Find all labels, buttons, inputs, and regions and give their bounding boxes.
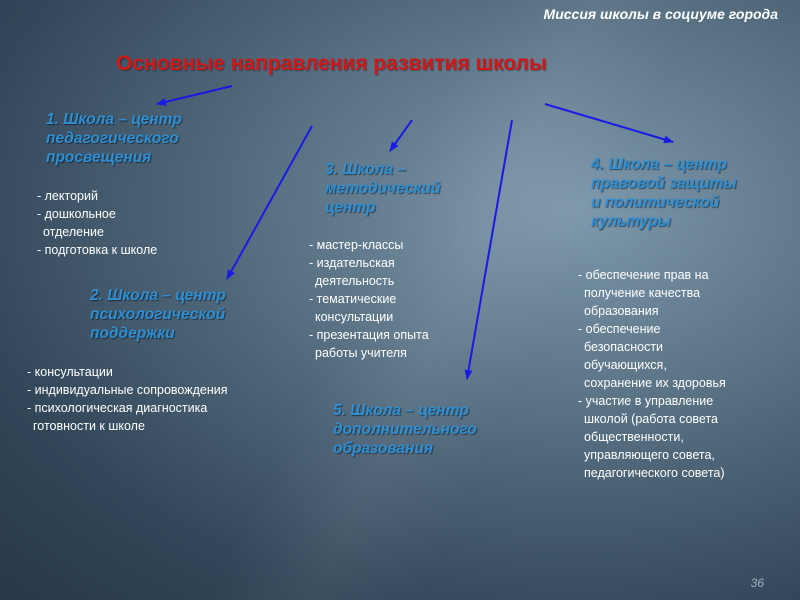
list-item: - лекторий — [37, 189, 98, 203]
list-item: образования — [584, 304, 659, 318]
list-item: деятельность — [315, 274, 395, 288]
direction-1-title-line: 1. Школа – центр — [46, 111, 182, 128]
direction-5-title-line: образования — [333, 440, 434, 457]
direction-4-list — [578, 266, 726, 482]
arrow-to-direction-2 — [227, 126, 312, 279]
direction-2-title-line: психологической — [90, 306, 226, 323]
list-item: - издательская — [309, 256, 395, 270]
direction-3-title-line: 3. Школа – — [325, 161, 406, 178]
direction-4-title-line: и политической — [591, 194, 720, 211]
list-item: - тематические — [309, 292, 397, 306]
direction-3-title — [325, 160, 440, 217]
list-item: школой (работа совета — [584, 412, 718, 426]
direction-2-title — [90, 286, 226, 343]
direction-5-title — [333, 401, 477, 458]
direction-3-title-line: методический — [325, 180, 441, 197]
list-item: отделение — [43, 225, 104, 239]
list-item: сохранение их здоровья — [584, 376, 726, 390]
arrow-to-direction-1 — [157, 86, 232, 104]
list-item: безопасности — [584, 340, 664, 354]
direction-3-title-line: центр — [325, 199, 376, 216]
page-number: 36 — [750, 576, 764, 590]
list-item: - дошкольное — [37, 207, 116, 221]
direction-4-title — [591, 155, 737, 231]
arrow-to-direction-3 — [390, 120, 412, 151]
list-item: - участие в управление — [578, 394, 714, 408]
list-item: - обеспечение прав на — [578, 268, 709, 282]
list-item: общественности, — [584, 430, 684, 444]
list-item: - индивидуальные сопровождения — [27, 383, 228, 397]
list-item: обучающихся, — [584, 358, 667, 372]
direction-3-list — [309, 236, 429, 362]
list-item: - презентация опыта — [309, 328, 429, 342]
direction-5-title-line: дополнительного — [333, 421, 477, 438]
list-item: - подготовка к школе — [37, 243, 158, 257]
list-item: - консультации — [27, 365, 113, 379]
direction-4-title-line: 4. Школа – центр — [591, 156, 727, 173]
direction-4-title-line: культуры — [591, 213, 671, 230]
slide-title: Основные направления развития школы — [116, 52, 547, 75]
list-item: консультации — [315, 310, 394, 324]
list-item: управляющего совета, — [584, 448, 715, 462]
list-item: педагогического совета) — [584, 466, 725, 480]
list-item: получение качества — [584, 286, 701, 300]
direction-1-title-line: педагогического — [46, 130, 179, 147]
list-item: готовности к школе — [33, 419, 145, 433]
list-item: работы учителя — [315, 346, 407, 360]
direction-1-title-line: просвещения — [46, 149, 152, 166]
direction-2-title-line: поддержки — [90, 325, 175, 342]
direction-1-list — [37, 187, 157, 259]
list-item: - психологическая диагностика — [27, 401, 208, 415]
list-item: - мастер-классы — [309, 238, 404, 252]
direction-2-title-line: 2. Школа – центр — [90, 287, 226, 304]
slide-header: Миссия школы в социуме города — [543, 6, 778, 22]
arrow-to-direction-5 — [467, 120, 512, 379]
direction-2-list — [27, 363, 227, 435]
direction-1-title — [46, 110, 182, 167]
arrow-to-direction-4 — [545, 104, 673, 142]
list-item: - обеспечение — [578, 322, 661, 336]
direction-5-title-line: 5. Школа – центр — [333, 402, 469, 419]
direction-4-title-line: правовой защиты — [591, 175, 737, 192]
